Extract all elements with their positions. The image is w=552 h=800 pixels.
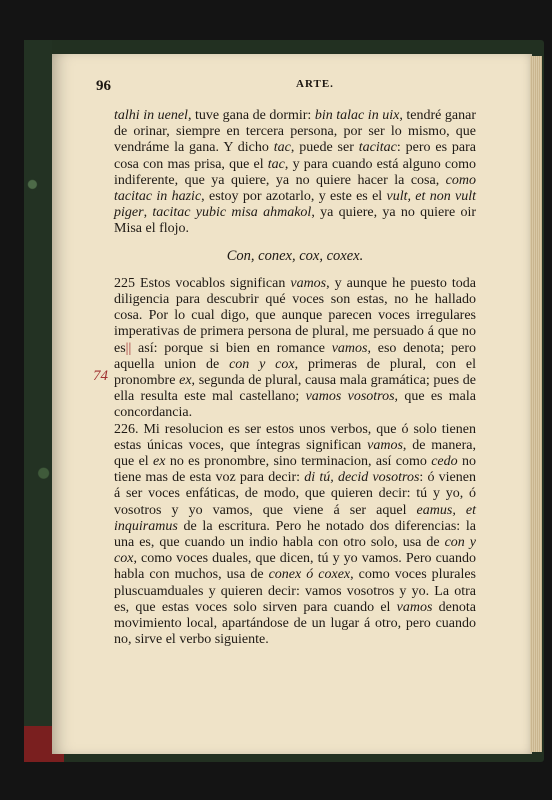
text-run: , puede ser bbox=[290, 140, 359, 156]
body-text bbox=[114, 108, 476, 649]
text-run: , tuve gana de dormir: bbox=[187, 108, 315, 123]
italic-term: tacitac bbox=[358, 140, 397, 156]
text-run: : pero es para cosa con mas prisa, que el bbox=[114, 140, 476, 172]
paragraph-225 bbox=[114, 276, 476, 422]
page-stack-edge bbox=[530, 56, 542, 752]
text-run: : ó vienen á ser voces enfáticas, de modo, que quieren decir: tú y yo, ó vosotros y yo vamos, que viene á ser aquel bbox=[114, 470, 476, 518]
text-run: , y para cuando está alguno como indiferente, que ya quiere, ya no quiere hacer la cosa, bbox=[114, 156, 476, 188]
italic-term: vult, et non vult piger bbox=[114, 189, 477, 221]
italic-term: tac bbox=[267, 156, 285, 172]
text-run: , de manera, que el bbox=[114, 437, 476, 470]
text-run: Estos vocablos significan bbox=[135, 275, 291, 291]
text-run: , tendré ganar de orinar, siempre en tercera persona, por ser lo mismo, que vendráme la gana. Y dicho bbox=[114, 108, 476, 156]
text-run: , y aunque he puesto toda diligencia para descubrir qué voces son estas, no he hallado cosa. Por lo cual digo, que aunque parecen voces irregulares imperativas de primera persona de plural, me persuado á que no es bbox=[114, 275, 476, 356]
italic-term: con y cox bbox=[229, 356, 295, 372]
page-number: 96 bbox=[96, 78, 111, 94]
text-run: así: porque si bien en romance bbox=[131, 340, 332, 356]
paragraph-number: 225 bbox=[114, 275, 135, 291]
italic-term: vamos bbox=[290, 275, 327, 291]
italic-term: cedo bbox=[431, 454, 458, 470]
text-run: , ya quiere, ya no quiere oir Misa el flojo. bbox=[114, 205, 476, 237]
italic-term: ex bbox=[153, 454, 166, 470]
text-run: , que es mala concordancia. bbox=[114, 389, 476, 421]
running-head: ARTE. bbox=[296, 78, 334, 90]
text-run: , como voces duales, que dicen, tú y yo vamos. Pero cuando habla con muchos, usa de bbox=[114, 551, 476, 583]
margin-mark: || bbox=[125, 340, 132, 356]
text-run: , estoy por azotarlo, y este es el bbox=[201, 189, 387, 205]
section-heading: Con, conex, cox, coxex. bbox=[226, 247, 364, 264]
italic-term: tacitac yubic misa ahmakol bbox=[152, 205, 312, 221]
italic-term: vamos bbox=[367, 437, 403, 453]
paragraph-number: 226. bbox=[114, 421, 139, 437]
italic-term: tac bbox=[273, 140, 291, 156]
italic-term: bin talac in uix bbox=[314, 108, 400, 123]
italic-term: con y cox bbox=[114, 535, 477, 567]
paragraph-226 bbox=[114, 422, 476, 649]
italic-term: eamus, et inquiramus bbox=[114, 502, 476, 534]
italic-term: como tacitac in hazic bbox=[114, 172, 476, 205]
text-run: , segunda de plural, causa mala gramática; pues de ella resulta este mal castellano; bbox=[114, 373, 476, 405]
italic-term: vamos bbox=[331, 340, 368, 356]
text-run: no tiene mas de esta voz para decir: bbox=[114, 454, 477, 486]
text-run: no es pronombre, sino terminacion, así como bbox=[165, 454, 432, 470]
italic-term: vamos vosotros bbox=[305, 389, 395, 405]
text-run: , como voces plurales pluscuamduales y quieren decir: vamos vosotros y yo. La otra es, que estas voces solo sirven para cuando el bbox=[114, 567, 476, 615]
italic-term: vamos bbox=[396, 599, 433, 615]
paragraph-1 bbox=[114, 108, 476, 238]
marbled-cover-edge bbox=[24, 40, 52, 762]
italic-term: ex bbox=[179, 373, 192, 389]
text-run: denota movimiento local, apartándose de un lugar á otro, pero cuando no, sirve el verbo siguiente. bbox=[114, 599, 476, 648]
italic-term: talhi in uenel bbox=[114, 108, 188, 123]
margin-annotation: 74 bbox=[93, 368, 108, 384]
italic-term: di tú, decid vosotros bbox=[304, 470, 420, 486]
text-run: , bbox=[143, 205, 153, 221]
text-run: , primeras de plural, con el pronombre bbox=[114, 356, 476, 389]
text-run: , eso denota; pero aquella union de bbox=[114, 340, 476, 372]
text-run: de la escritura. Pero he notado dos diferencias: la una es, que cuando un indio habla con otro solo, usa de bbox=[114, 518, 476, 551]
italic-term: conex ó coxex bbox=[268, 567, 351, 583]
page-header bbox=[96, 78, 476, 98]
text-run: Mi resolucion es ser estos unos verbos, que ó solo tienen estas únicas voces, que íntegras significan bbox=[114, 421, 476, 453]
